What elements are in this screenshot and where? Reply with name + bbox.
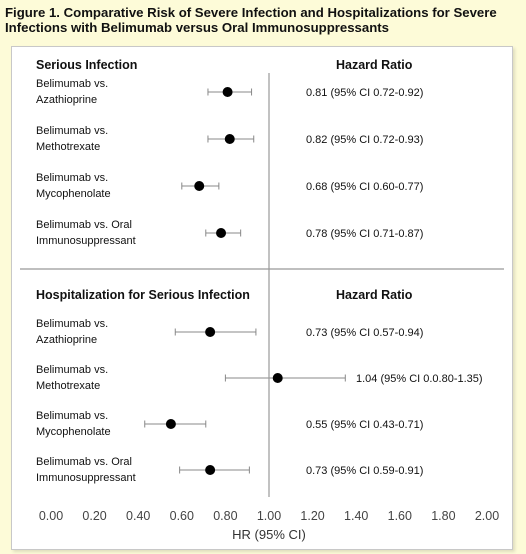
- row-label: Belimumab vs. Oral: [36, 219, 132, 231]
- section-title: Serious Infection: [36, 58, 138, 72]
- row-label: Immunosuppressant: [36, 235, 136, 247]
- row-label: Azathioprine: [36, 94, 98, 106]
- row-label: Immunosuppressant: [36, 472, 136, 484]
- row-label: Mycophenolate: [36, 188, 111, 200]
- hr-value-text: 0.68 (95% CI 0.60-0.77): [306, 181, 424, 193]
- x-tick-label: 0.00: [38, 509, 64, 523]
- hr-value-text: 0.55 (95% CI 0.43-0.71): [306, 419, 424, 431]
- row-label: Belimumab vs. Oral: [36, 456, 132, 468]
- hazard-ratio-header: Hazard Ratio: [336, 58, 413, 72]
- row-label: Azathioprine: [36, 334, 98, 346]
- x-tick-label: 1.80: [431, 509, 456, 523]
- x-tick-label: 2.00: [474, 509, 500, 523]
- forest-plot-panel: [11, 46, 513, 550]
- forest-row: [36, 125, 423, 153]
- x-tick-label: 1.20: [300, 509, 325, 523]
- hr-point: [205, 327, 215, 337]
- hr-value-text: 0.82 (95% CI 0.72-0.93): [306, 134, 424, 146]
- x-tick-label: 1.00: [256, 509, 282, 523]
- hr-point: [216, 228, 226, 238]
- x-axis-ticks: [39, 509, 499, 523]
- forest-plot: [12, 47, 512, 549]
- x-tick-label: 0.40: [126, 509, 151, 523]
- x-tick-label: 0.20: [82, 509, 107, 523]
- row-label: Belimumab vs.: [36, 125, 109, 137]
- hr-value-text: 0.73 (95% CI 0.59-0.91): [306, 465, 424, 477]
- hr-point: [166, 419, 176, 429]
- row-label: Belimumab vs.: [36, 364, 109, 376]
- hr-value-text: 0.78 (95% CI 0.71-0.87): [306, 228, 424, 240]
- forest-row: [36, 410, 423, 438]
- forest-row: [36, 364, 483, 392]
- hr-point: [225, 134, 235, 144]
- row-label: Belimumab vs.: [36, 318, 109, 330]
- hr-point: [194, 181, 204, 191]
- hr-point: [273, 373, 283, 383]
- x-tick-label: 1.60: [387, 509, 412, 523]
- figure-title: Figure 1. Comparative Risk of Severe Infection and Hospitalizations for Severe Infections with Belimumab versus Oral Immunosuppressants: [5, 5, 497, 35]
- plot-sections: [36, 58, 483, 484]
- row-label: Belimumab vs.: [36, 78, 109, 90]
- section-2: [36, 288, 483, 484]
- x-tick-label: 0.80: [213, 509, 238, 523]
- hr-value-text: 0.73 (95% CI 0.57-0.94): [306, 327, 424, 339]
- row-label: Methotrexate: [36, 380, 101, 392]
- hazard-ratio-header: Hazard Ratio: [336, 288, 413, 302]
- forest-row: [36, 219, 423, 247]
- forest-row: [36, 318, 423, 346]
- row-label: Methotrexate: [36, 141, 101, 153]
- forest-row: [36, 456, 423, 484]
- row-label: Mycophenolate: [36, 426, 111, 438]
- forest-row: [36, 78, 423, 106]
- row-label: Belimumab vs.: [36, 172, 109, 184]
- section-1: [36, 58, 423, 247]
- hr-value-text: 0.81 (95% CI 0.72-0.92): [306, 87, 424, 99]
- x-tick-label: 1.40: [344, 509, 369, 523]
- row-label: Belimumab vs.: [36, 410, 109, 422]
- hr-point: [205, 465, 215, 475]
- hr-value-text: 1.04 (95% CI 0.0.80-1.35): [356, 373, 483, 385]
- x-axis-label: HR (95% CI): [232, 527, 306, 542]
- forest-row: [36, 172, 423, 200]
- hr-point: [223, 87, 233, 97]
- section-title: Hospitalization for Serious Infection: [36, 288, 250, 302]
- x-tick-label: 0.60: [169, 509, 194, 523]
